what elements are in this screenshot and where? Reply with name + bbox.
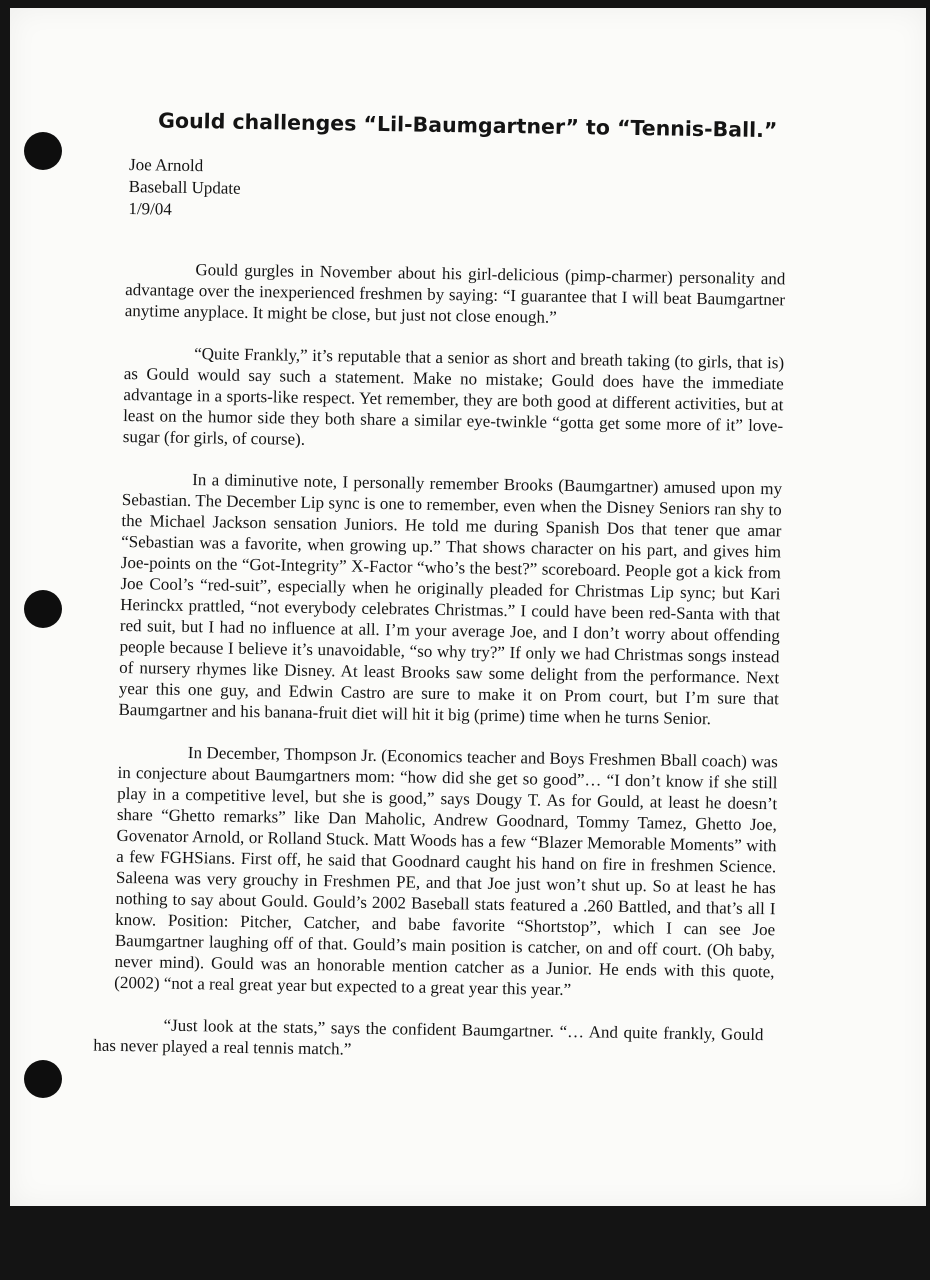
paper-sheet (10, 8, 926, 1206)
paragraph: Gould gurgles in November about his girl-delicious (pimp-charmer) personality and advantage over the inexperienced freshmen by saying: “I guarantee that I will beat Baumgartner anytime anyplace. It might be close, but just not close enough.” (124, 260, 786, 327)
paragraph: “Just look at the stats,” says the confident Baumgartner. “… And quite frankly, Gould has never played a real tennis match.” (93, 1015, 764, 1059)
byline (128, 154, 787, 230)
paragraph: In December, Thompson Jr. (Economics teacher and Boys Freshmen Bball coach) was in conjecture about Baumgartners mom: “how did she get so good”… “I don’t know if she still play in a competitive level, but she is good,” says Dougy T. As for Gould, at least he doesn’t share “Ghetto remarks” like Dan Maholic, Andrew Goodnard, Tommy Tamez, Ghetto Joe, Govenator Arnold, or Rolland Stuck. Matt Woods has a few “Blazer Memorable Moments” with a few FGHSians. First off, he said that Goodnard caught his hand on fire in freshmen Science. Saleena was very grouchy in Freshmen PE, and that Joe just won’t shut up. So at least he has nothing to say about Gould. Gould’s 2002 Baseball stats featured a .260 Battled, and that’s all I know. Position: Pitcher, Catcher, and babe favorite “Shortstop”, which I can see Joe Baumgartner laughing off of that. Gould’s main position is catcher, on and off court. (Oh baby, never mind). Gould was an honorable mention catcher as a Junior. He ends with this quote, (2002) “not a real great year but expected to a great year this year.” (114, 743, 778, 1000)
headline: Gould challenges “Lil-Baumgartner” to “Tennis-Ball.” (157, 108, 778, 143)
punch-hole (24, 590, 62, 628)
paragraph: In a diminutive note, I personally remember Brooks (Baumgartner) amused upon my Sebastian. The December Lip sync is one to remember, even when the Disney Seniors ran shy to the Michael Jackson sensation Juniors. He told me during Spanish Dos that tener que amar “Sebastian was a favorite, when growing up.” That shows character on his part, and gives him Joe-points on the “Got-Integrity” X-Factor “who’s the best?” scoreboard. People got a kick from Joe Cool’s “red-suit”, especially when he originally pleaded for Christmas Lip sync; but Kari Herinckx prattled, “not everybody celebrates Christmas.” I could have been red-Santa with that red suit, but I had no influence at all. I’m your average Joe, and I don’t worry about offending people because I believe it’s unavoidable, “so why try?” If only we had Christmas songs instead of nursery rhymes like Disney. At least Brooks saw some delight from the performance. Next year this one guy, and Edwin Castro are sure to make it on Prom court, but I’m sure that Baumgartner and his banana-fruit diet will hit it big (prime) time when he turns Senior. (118, 470, 783, 729)
article-date: 1/9/04 (128, 199, 173, 219)
article (93, 108, 788, 1087)
punch-hole (24, 1060, 62, 1098)
section-name: Baseball Update (128, 177, 241, 198)
punch-hole (24, 132, 62, 170)
paragraph: “Quite Frankly,” it’s reputable that a senior as short and breath taking (to girls, that is) as Gould would say such a statement. Make no mistake; Gould does have the immediate advantage in a sports-like respect. Yet remember, they are both good at different activities, but at least on the humor side they both share a similar eye-twinkle “gotta get some more of it” love-sugar (for girls, of course). (122, 344, 785, 449)
author-name: Joe Arnold (128, 155, 204, 176)
